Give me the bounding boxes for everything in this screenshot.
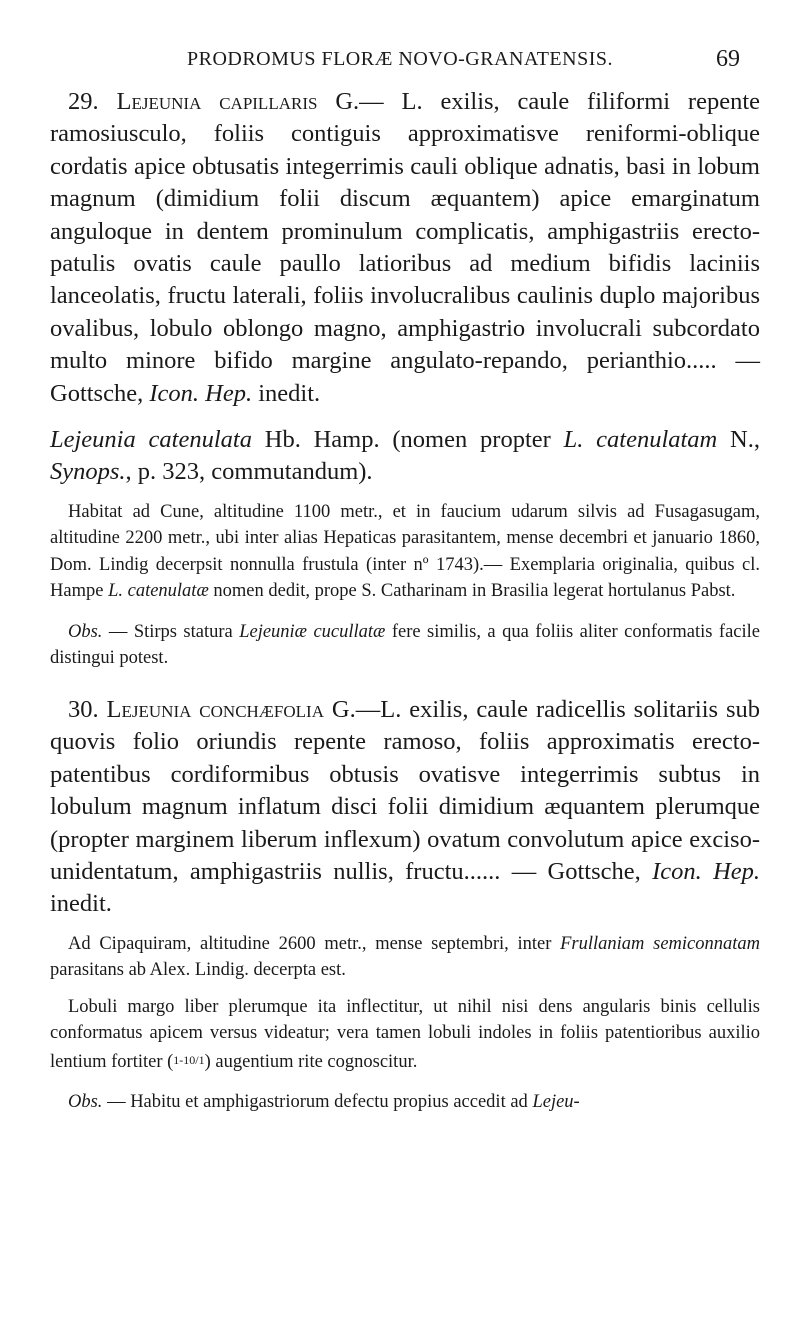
lobuli-b: ) augentium rite cognoscitur. <box>204 1051 418 1072</box>
habitat-30-b: parasitans ab Alex. Lindig. decerpta est. <box>50 960 346 981</box>
synonym-l: L. catenulatam <box>563 426 718 454</box>
entry-30-author: G. <box>331 695 356 723</box>
habitat-species: L. catenulatæ <box>108 581 209 602</box>
page-body <box>50 86 760 1116</box>
running-title: PRODROMUS FLORÆ NOVO-GRANATENSIS. <box>186 48 613 70</box>
entry-30-inedit: inedit. <box>50 890 112 918</box>
entry-30-genus: Lejeunia conchæfolia <box>106 695 324 723</box>
obs-species: Lejeuniæ cucullatæ <box>239 621 386 642</box>
entry-29-inedit: inedit. <box>258 379 321 407</box>
entry-29-description <box>50 86 760 410</box>
obs-text-b: fere similis, a qua foliis aliter conformatis facile distingui potest. <box>50 621 760 669</box>
synonym-synops: Synops. <box>50 458 126 486</box>
entry-29-genus: Lejeunia capillaris <box>116 88 318 115</box>
obs-text-a: — Stirps statura <box>108 621 233 642</box>
entry-30-number: 30. <box>68 695 99 723</box>
obs-30-label: Obs. <box>68 1092 103 1113</box>
entry-29-habitat <box>50 499 760 605</box>
synonym-author: Hb. Hamp. (nomen propter <box>264 426 551 454</box>
entry-29-icon-ref: Icon. Hep. <box>149 379 253 407</box>
entry-30-lobuli <box>50 994 760 1076</box>
synonym-name: Lejeunia catenulata <box>50 426 252 454</box>
page-number: 69 <box>716 46 740 72</box>
synonym-end: , p. 323, commutandum). <box>125 458 373 486</box>
entry-29-synonym <box>50 424 760 489</box>
synonym-n: N., <box>730 426 760 454</box>
entry-29-text: — L. exilis, caule filiformi repente ramosiusculo, foliis contiguis approximatisve reniformi-oblique cordatis apice obtusatis integerrimis cauli oblique adnatis, basi in lobum magnum (dimidium folii discum æquantem) apice emarginatum anguloque in dentem prominulum complicatis, amphigastriis erecto-patulis ovatis caule paullo latioribus ad medium bifidis laciniis lanceolatis, fructu laterali, foliis involucralibus caulinis duplo majoribus ovalibus, lobulo oblongo magno, amphigastrio involucrali subcordato multo minore bifido margine angulato-repando, perianthio..... — Gottsche, <box>50 88 761 407</box>
entry-30-description <box>50 694 760 921</box>
lobuli-a: Lobuli margo liber plerumque ita inflectitur, ut nihil nisi dens angularis binis cellulis conformatus apicem versus videatur; vera tamen lobuli indoles in foliis patentioribus auxilio lentium fortiter ( <box>50 996 760 1072</box>
entry-29-obs <box>50 619 760 672</box>
habitat-30-a: Ad Cipaquiram, altitudine 2600 metr., mense septembri, inter <box>68 933 552 954</box>
entry-29-number: 29. <box>68 88 99 115</box>
habitat-end: nomen dedit, prope S. Catharinam in Brasilia legerat hortulanus Pabst. <box>213 581 736 602</box>
entry-30-text: —L. exilis, caule radicellis solitariis sub quovis folio oriundis repente ramoso, foliis approximatis erecto-patentibus cordiformibus obtusis ovatisve integerrimis subtus in lobulum magnum inflatum disci folii dimidium æquantem plerumque (propter marginem liberum inflexum) ovatum convolutum apice exciso-unidentatum, amphigastriis nullis, fructu...... — Gottsche, <box>50 695 760 885</box>
lobuli-fraction: 1-10/1 <box>173 1052 205 1067</box>
entry-30-icon-ref: Icon. Hep. <box>652 857 761 885</box>
entry-30-obs <box>50 1089 760 1116</box>
page-header <box>0 48 800 84</box>
entry-29-author: G. <box>335 88 360 115</box>
entry-30-habitat <box>50 931 760 984</box>
obs-30-species: Lejeu- <box>532 1092 580 1113</box>
obs-label: Obs. <box>68 621 103 642</box>
habitat-text: Habitat ad Cune, altitudine 1100 metr., et in faucium udarum silvis ad Fusagasugam, altitudine 2200 metr., ubi inter alias Hepaticas parasitantem, mense decembri et januario 1860, Dom. Lindig decerpsit nonnulla frustula (inter nº 1743).— Exemplaria originalia, quibus cl. Hampe <box>50 501 760 602</box>
habitat-30-species: Frullaniam semiconnatam <box>560 933 761 954</box>
obs-30-text: — Habitu et amphigastriorum defectu propius accedit ad <box>107 1092 528 1113</box>
